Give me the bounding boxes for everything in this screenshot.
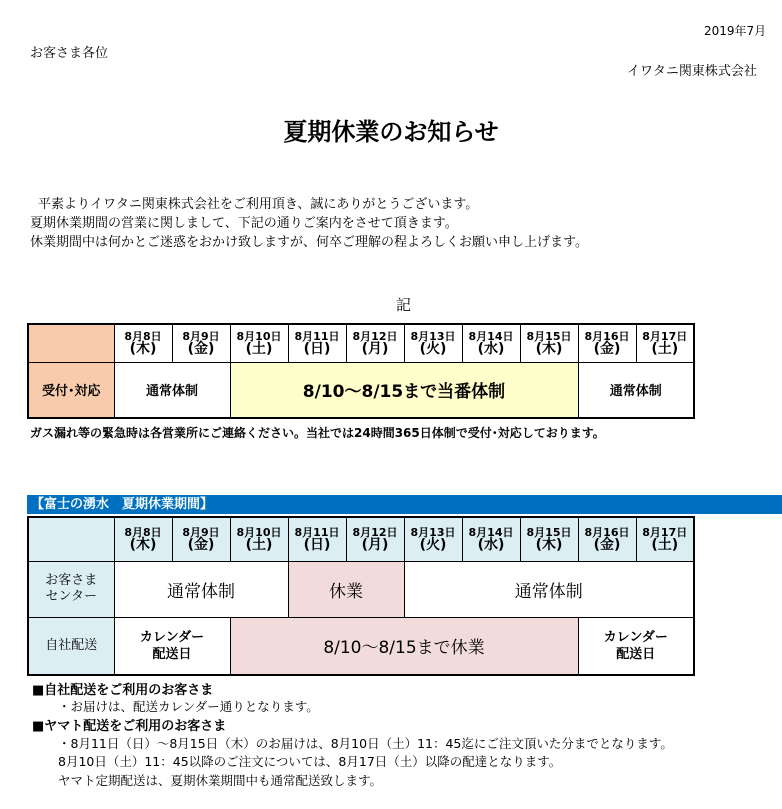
corner-cell [28, 324, 114, 362]
day-header: 8月14日 (水) [462, 324, 520, 362]
normal-operation-cell: 通常体制 [404, 561, 694, 617]
intro-line-1: 平素よりイワタニ関東株式会社をご利用頂き、誠にありがとうございます。 [38, 197, 479, 212]
notice-date: 2019年7月 [704, 24, 767, 38]
ki-heading: 記 [396, 296, 412, 314]
day-header: 8月14日 (水) [462, 517, 520, 561]
day-header: 8月9日 (金) [172, 324, 230, 362]
date-header-row [28, 324, 694, 362]
own-delivery-row [28, 617, 694, 675]
calendar-delivery-cell: カレンダー 配送日 [578, 617, 694, 675]
day-header: 8月16日 (金) [578, 517, 636, 561]
normal-operation-cell: 通常体制 [578, 362, 694, 418]
corner-cell [28, 517, 114, 561]
intro-line-2: 夏期休業期間の営業に関しまして、下記の通りご案内をさせて頂きます。 [30, 216, 458, 231]
day-header: 8月15日 (木) [520, 517, 578, 561]
calendar-delivery-cell: カレンダー 配送日 [114, 617, 230, 675]
day-header: 8月12日 (月) [346, 517, 404, 561]
yamato-note-1: ・8月11日（日）～8月15日（木）のお届けは、8月10日（土）11：45迄にご注文頂いた分までとなります。 [58, 736, 673, 751]
yamato-note-3: ヤマト定期配送は、夏期休業期間中も通常配送致します。 [58, 773, 383, 788]
normal-operation-cell: 通常体制 [114, 362, 230, 418]
business-calendar-table [27, 323, 695, 419]
holiday-cell: 休業 [288, 561, 404, 617]
holiday-period-cell: 8/10～8/15まで休業 [230, 617, 578, 675]
recipient: お客さま各位 [30, 46, 109, 61]
duty-period-cell: 8/10～8/15まで当番体制 [230, 362, 578, 418]
day-header: 8月17日 (土) [636, 324, 694, 362]
own-delivery-heading: ■自社配送をご利用のお客さま [32, 683, 214, 698]
day-header: 8月10日 (土) [230, 517, 288, 561]
company-name: イワタニ関東株式会社 [627, 64, 757, 79]
day-header: 8月11日 (日) [288, 324, 346, 362]
day-header: 8月8日 (木) [114, 324, 172, 362]
day-header: 8月17日 (土) [636, 517, 694, 561]
gas-emergency-notice: ガス漏れ等の緊急時は各営業所にご連絡ください。当社では24時間365日体制で受付･対応しております。 [30, 426, 605, 440]
day-header: 8月13日 (火) [404, 324, 462, 362]
day-header: 8月12日 (月) [346, 324, 404, 362]
own-delivery-label: 自社配送 [28, 617, 114, 675]
day-header: 8月9日 (金) [172, 517, 230, 561]
customer-center-row [28, 561, 694, 617]
yamato-note-2: 8月10日（土）11：45以降のご注文については、8月17日（土）以降の配達となります。 [58, 754, 562, 769]
yamato-delivery-heading: ■ヤマト配送をご利用のお客さま [32, 719, 227, 734]
day-header: 8月15日 (木) [520, 324, 578, 362]
normal-operation-cell: 通常体制 [114, 561, 288, 617]
customer-center-label: お客さま センター [28, 561, 114, 617]
day-header: 8月13日 (火) [404, 517, 462, 561]
date-header-row [28, 517, 694, 561]
day-header: 8月16日 (金) [578, 324, 636, 362]
day-header: 8月11日 (日) [288, 517, 346, 561]
page-title: 夏期休業のお知らせ [283, 118, 499, 146]
intro-line-3: 休業期間中は何かとご迷惑をおかけ致しますが、何卒ご理解の程よろしくお願い申し上げます。 [30, 235, 588, 250]
reception-label: 受付･対応 [28, 362, 114, 418]
day-header: 8月10日 (土) [230, 324, 288, 362]
day-header: 8月8日 (木) [114, 517, 172, 561]
own-delivery-note: ・お届けは、配送カレンダー通りとなります。 [58, 699, 319, 714]
fuji-water-section-title: 【富士の湧水 夏期休業期間】 [27, 495, 782, 514]
fuji-water-calendar-table [27, 516, 695, 676]
reception-row [28, 362, 694, 418]
